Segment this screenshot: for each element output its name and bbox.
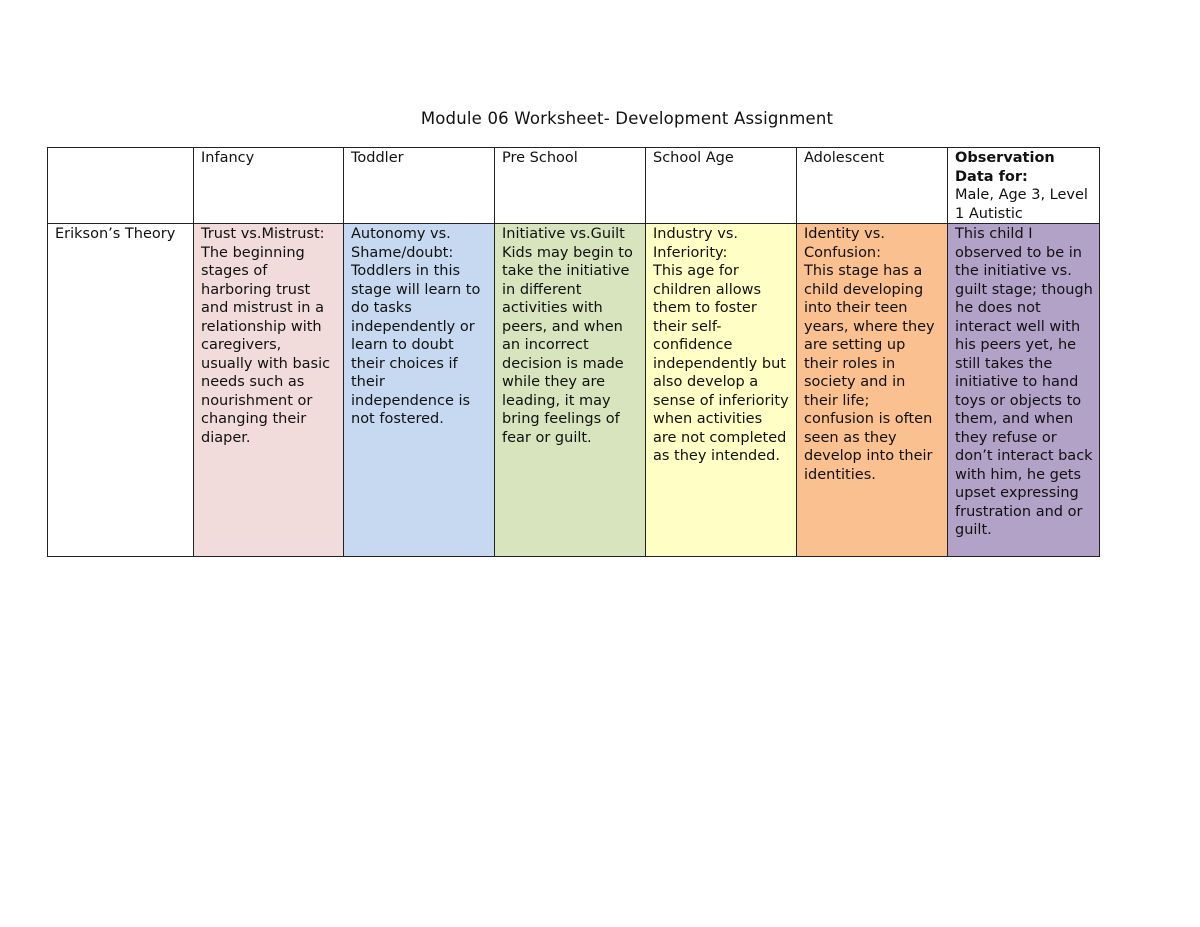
corner-cell [48,148,194,224]
stage-label: Adolescent [804,150,885,166]
cell-school-age [646,224,797,557]
header-row [48,148,1100,224]
stage-label: Pre School [502,150,578,166]
row-label: Erikson’s Theory [48,224,194,557]
stage-theory-description: Toddlers in this stage will learn to do tasks independently or learn to doubt their choices if their independence is not fostered. [351,263,481,427]
cell-observation [948,224,1100,557]
cell-pre-school [495,224,646,557]
header-infancy [194,148,344,224]
observation-subject: Male, Age 3, Level 1 Autistic [955,187,1088,222]
header-observation [948,148,1100,224]
stage-label: School Age [653,150,734,166]
stage-theory-description: Kids may begin to take the initiative in different activities with peers, and when an incorrect decision is made while they are leading, it may bring feelings of fear or guilt. [502,244,633,446]
stage-theory-title: Autonomy vs. Shame/doubt: [351,226,454,261]
cell-infancy [194,224,344,557]
stage-theory-title: Trust vs.Mistrust: [201,226,325,242]
stage-label: Infancy [201,150,255,166]
cell-toddler [344,224,495,557]
stage-theory-title: Identity vs. Confusion: [804,226,885,261]
table-row [48,224,1100,557]
header-pre-school [495,148,646,224]
header-school-age [646,148,797,224]
stage-theory-title: Initiative vs.Guilt [502,226,625,242]
page-title: Module 06 Worksheet- Development Assignment [420,109,834,128]
header-toddler [344,148,495,224]
observation-heading: Observation Data for: [955,150,1055,185]
stage-theory-description: This age for children allows them to foster their self-confidence independently but also develop a sense of inferiority when activities are not completed as they intended. [653,263,789,464]
header-adolescent [797,148,948,224]
stage-label: Toddler [351,150,404,166]
stage-theory-description: This stage has a child developing into their teen years, where they are setting up their roles in society and in their life; confusion is often seen as they develop into their identities. [804,263,935,483]
observation-text: This child I observed to be in the initiative vs. guilt stage; though he does not interact well with his peers yet, he still takes the initiative to hand toys or objects to them, and when they refuse or don’t interact back with him, he gets upset expressing frustration and or guilt. [955,226,1093,538]
development-table [47,147,1100,557]
stage-theory-title: Industry vs. Inferiority: [653,226,738,261]
stage-theory-description: The beginning stages of harboring trust and mistrust in a relationship with caregivers, usually with basic needs such as nourishment or changing their diaper. [201,244,331,446]
cell-adolescent [797,224,948,557]
